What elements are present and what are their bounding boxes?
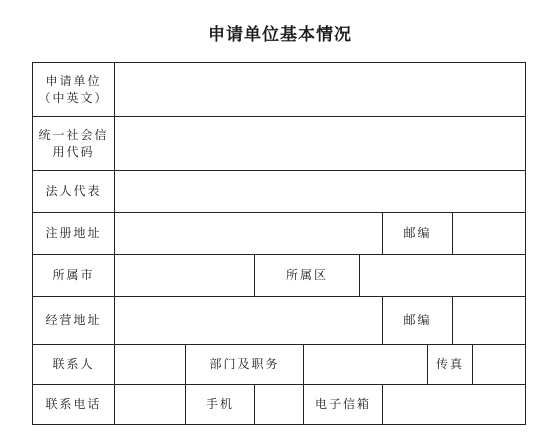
phone-field[interactable] <box>115 385 186 425</box>
credit-code-label-line2: 用代码 <box>52 144 95 159</box>
city-label: 所属市 <box>33 255 115 297</box>
email-label: 电子信箱 <box>304 385 383 425</box>
row-contact <box>33 345 526 385</box>
row-applicant <box>33 63 526 117</box>
legal-rep-field[interactable] <box>115 171 526 213</box>
row-reg-address <box>33 213 526 255</box>
contact-label: 联系人 <box>33 345 115 385</box>
row-legal-rep <box>33 171 526 213</box>
contact-field[interactable] <box>115 345 186 385</box>
row-credit-code <box>33 117 526 171</box>
reg-address-field[interactable] <box>115 213 383 255</box>
dept-field[interactable] <box>304 345 428 385</box>
fax-label: 传真 <box>428 345 473 385</box>
reg-postcode-label: 邮编 <box>383 213 453 255</box>
biz-postcode-field[interactable] <box>453 297 526 345</box>
applicant-name-field[interactable] <box>115 63 526 117</box>
biz-address-label: 经营地址 <box>33 297 115 345</box>
email-field[interactable] <box>383 385 526 425</box>
row-phone <box>33 385 526 425</box>
credit-code-label-line1: 统一社会信 <box>38 127 109 142</box>
reg-address-label: 注册地址 <box>33 213 115 255</box>
row-city <box>33 255 526 297</box>
reg-postcode-field[interactable] <box>453 213 526 255</box>
mobile-field[interactable] <box>255 385 304 425</box>
biz-address-field[interactable] <box>115 297 383 345</box>
phone-label: 联系电话 <box>33 385 115 425</box>
form-title: 申请单位基本情况 <box>208 25 352 45</box>
applicant-info-table <box>32 62 526 425</box>
applicant-label-line2: （中英文） <box>38 90 109 105</box>
dept-label: 部门及职务 <box>186 345 304 385</box>
biz-postcode-label: 邮编 <box>383 297 453 345</box>
legal-rep-label: 法人代表 <box>33 171 115 213</box>
city-field[interactable] <box>115 255 255 297</box>
row-biz-address <box>33 297 526 345</box>
applicant-label <box>33 63 115 117</box>
district-label: 所属区 <box>255 255 360 297</box>
mobile-label: 手机 <box>186 385 255 425</box>
district-field[interactable] <box>360 255 526 297</box>
fax-field[interactable] <box>473 345 526 385</box>
credit-code-field[interactable] <box>115 117 526 171</box>
credit-code-label <box>33 117 115 171</box>
applicant-label-line1: 申请单位 <box>45 73 102 88</box>
